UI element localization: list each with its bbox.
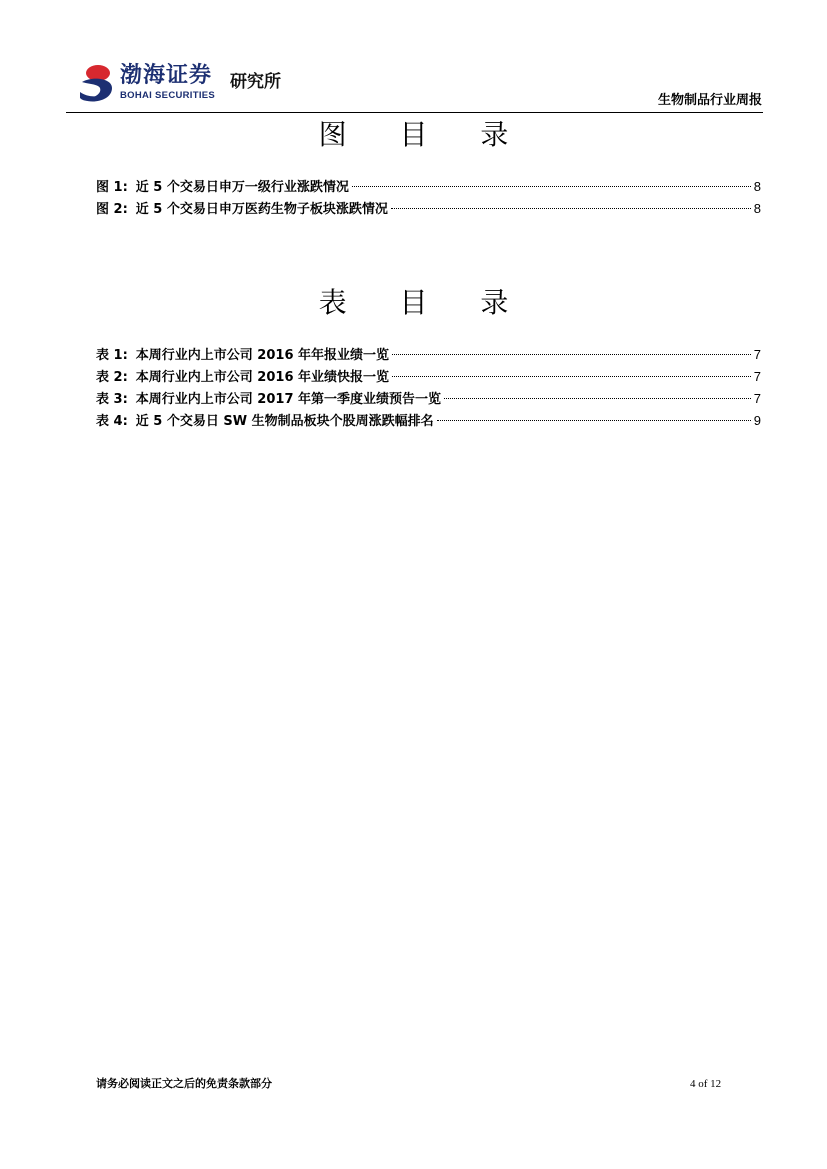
toc-entry-figure-1[interactable] (96, 176, 761, 198)
toc-entry-label: 表 2: (96, 370, 128, 385)
dot-leader (444, 398, 751, 399)
tables-toc-title: 表 目 录 (318, 286, 531, 319)
toc-entry-title: 近 5 个交易日申万医药生物子板块涨跌情况 (135, 202, 388, 217)
toc-entry-page: 8 (753, 179, 761, 194)
toc-entry-figure-2[interactable] (96, 198, 761, 220)
page-header (0, 0, 827, 120)
toc-entry-label: 表 1: (96, 348, 128, 363)
toc-entry-page: 7 (753, 391, 761, 406)
toc-entry-page: 7 (753, 369, 761, 384)
toc-entry-label: 图 2: (96, 202, 128, 217)
toc-entry-page: 7 (753, 347, 761, 362)
toc-entry-page: 9 (753, 413, 761, 428)
dot-leader (352, 186, 751, 187)
toc-entry-title: 近 5 个交易日 SW 生物制品板块个股周涨跌幅排名 (135, 414, 434, 429)
dot-leader (392, 354, 751, 355)
dot-leader (392, 376, 751, 377)
toc-entry-title: 近 5 个交易日申万一级行业涨跌情况 (135, 180, 349, 195)
toc-entry-table-2[interactable] (96, 366, 761, 388)
figures-toc-title: 图 目 录 (318, 118, 531, 151)
toc-entry-label: 图 1: (96, 180, 128, 195)
footer-page-number: 4 of 12 (690, 1078, 722, 1090)
dot-leader (391, 208, 751, 209)
logo-chinese-name: 渤海证券 (120, 62, 213, 88)
footer-disclaimer: 请务必阅读正文之后的免责条款部分 (96, 1077, 272, 1090)
toc-entry-table-3[interactable] (96, 388, 761, 410)
toc-entry-label: 表 3: (96, 392, 128, 407)
toc-entry-label: 表 4: (96, 414, 128, 429)
dot-leader (437, 420, 751, 421)
tables-toc (96, 344, 761, 432)
toc-entry-table-1[interactable] (96, 344, 761, 366)
header-divider (66, 112, 763, 113)
report-type: 生物制品行业周报 (657, 93, 762, 108)
toc-entry-page: 8 (753, 201, 761, 216)
company-logo (78, 62, 288, 106)
institute-name: 研究所 (230, 72, 281, 92)
toc-entry-title: 本周行业内上市公司 2017 年第一季度业绩预告一览 (135, 392, 442, 407)
toc-entry-table-4[interactable] (96, 410, 761, 432)
toc-entry-title: 本周行业内上市公司 2016 年业绩快报一览 (135, 370, 390, 385)
toc-entry-title: 本周行业内上市公司 2016 年年报业绩一览 (135, 348, 390, 363)
figures-toc (96, 176, 761, 220)
logo-english-name: BOHAI SECURITIES (120, 90, 216, 101)
bohai-logo-icon (78, 62, 118, 106)
